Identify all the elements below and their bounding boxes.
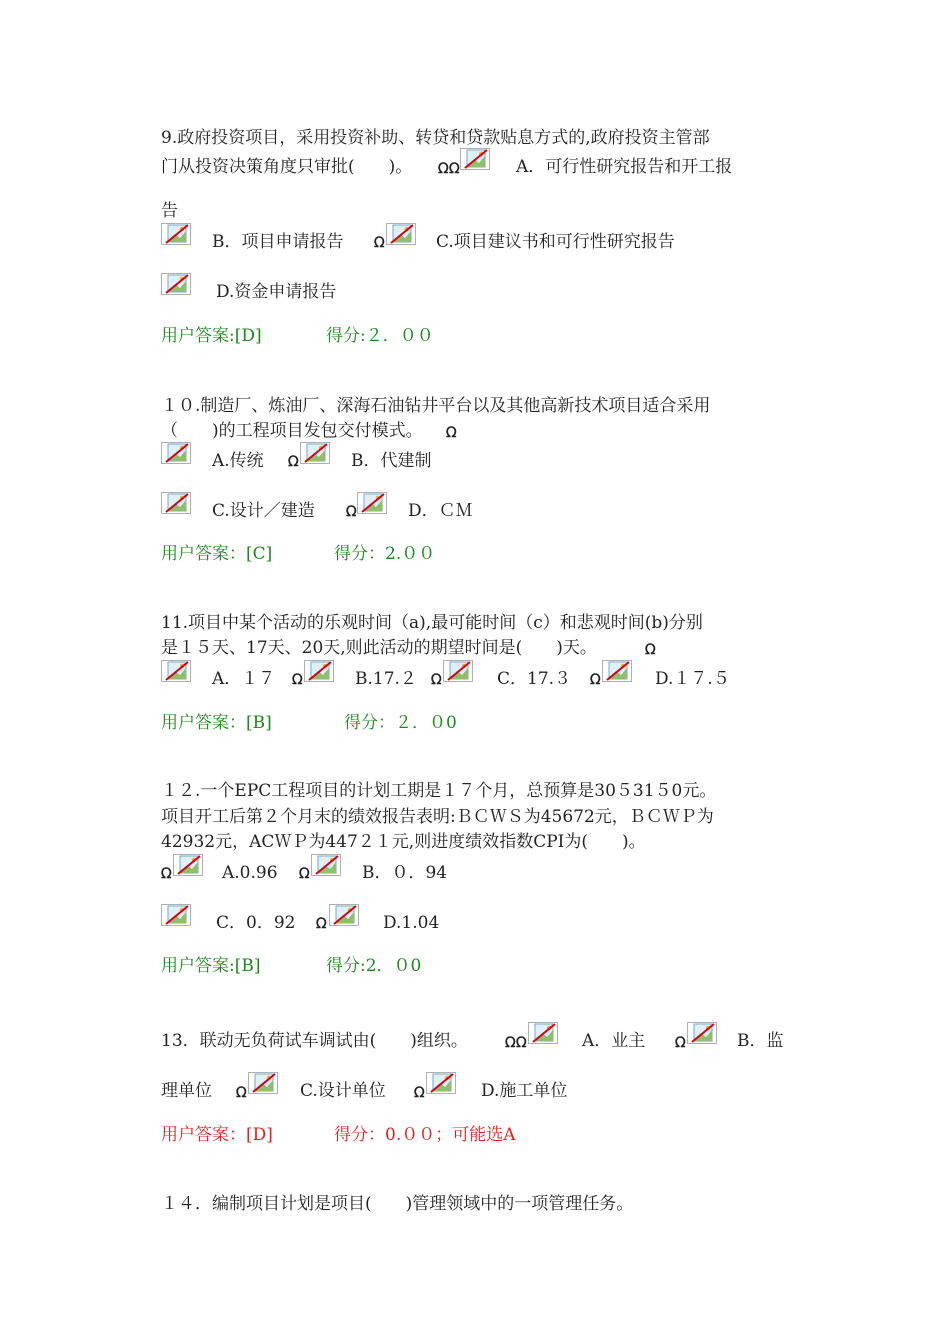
q11-score: 得分：２．０0 — [344, 713, 457, 733]
q10-option-c: C.设计／建造 — [212, 501, 315, 521]
q13-mark-2: ᘯ — [516, 1035, 527, 1051]
q11-mark-3: ᘯ — [431, 672, 442, 688]
q14-line1: １４．编制项目计划是项目( )管理领域中的一项管理任务。 — [161, 1194, 634, 1214]
q10-option-d: D．ＣＭ — [408, 501, 473, 521]
q13-broken-image-icon-2 — [687, 1022, 717, 1044]
q12-broken-image-icon-1 — [173, 854, 203, 876]
q12-option-b: B．０．94 — [362, 863, 448, 883]
q9-user-answer: 用户答案:[D] — [161, 326, 262, 346]
q10-broken-image-icon-2 — [300, 442, 330, 464]
q12-option-a: A.0.96 — [222, 863, 278, 883]
q11-broken-image-icon-4 — [602, 660, 632, 682]
q9-line2: 门从投资决策角度只审批( )。 — [161, 157, 413, 177]
q9-option-b: B．项目申请报告 — [212, 232, 344, 252]
q10-mark-1: ᘯ — [446, 425, 457, 441]
q11-mark-4: ᘯ — [590, 672, 601, 688]
q9-option-d: D.资金申请报告 — [216, 282, 337, 302]
q10-broken-image-icon-3 — [161, 492, 191, 514]
q9-mark-2: ᘯ — [449, 161, 460, 177]
q11-option-c: C．17.３ — [497, 669, 572, 689]
q13-mark-5: ᘯ — [414, 1085, 425, 1101]
q13-option-b-part1: B．监 — [737, 1031, 784, 1051]
q10-line1: １０.制造厂、炼油厂、深海石油钻井平台以及其他高新技术项目适合采用 — [161, 396, 711, 416]
q13-line1: 13．联动无负荷试车调试由( )组织。 — [161, 1031, 468, 1051]
q12-mark-2: ᘯ — [299, 866, 310, 882]
q10-score: 得分：2.００ — [334, 544, 436, 564]
q11-broken-image-icon-2 — [304, 660, 334, 682]
q12-broken-image-icon-4 — [329, 904, 359, 926]
q9-broken-image-icon-3 — [386, 223, 416, 245]
q9-score: 得分:２．００ — [326, 326, 434, 346]
q13-broken-image-icon-1 — [528, 1022, 558, 1044]
q13-option-c: C.设计单位 — [300, 1081, 386, 1101]
q12-mark-1: ᘯ — [161, 866, 172, 882]
q9-line1: 9.政府投资项目，采用投资补助、转贷和贷款贴息方式的,政府投资主管部 — [161, 128, 710, 148]
q11-mark-2: ᘯ — [292, 672, 303, 688]
q11-user-answer: 用户答案：[B] — [161, 713, 272, 733]
q9-broken-image-icon-4 — [161, 273, 191, 295]
q12-user-answer: 用户答案:[B] — [161, 956, 261, 976]
q12-broken-image-icon-2 — [311, 854, 341, 876]
q12-broken-image-icon-3 — [161, 904, 191, 926]
q13-option-d: D.施工单位 — [481, 1081, 568, 1101]
q10-broken-image-icon-1 — [161, 442, 191, 464]
q12-score: 得分:2．０0 — [326, 956, 422, 976]
q11-broken-image-icon-3 — [443, 660, 473, 682]
q11-option-a: A．１７ — [212, 669, 276, 689]
q11-broken-image-icon-1 — [161, 660, 191, 682]
q12-line1: １２.一个EPC工程项目的计划工期是１７个月，总预算是30５31５0元。 — [161, 781, 717, 801]
q10-mark-3: ᘯ — [346, 504, 357, 520]
q9-mark-1: ᘯ — [438, 161, 449, 177]
q9-line3: 告 — [161, 201, 178, 221]
q12-line2: 项目开工后第２个月末的绩效报告表明:ＢＣＷＳ为45672元，ＢＣＷＰ为 — [161, 807, 714, 827]
q11-line1: 11.项目中某个活动的乐观时间（a),最可能时间（c）和悲观时间(b)分别 — [161, 613, 703, 633]
q13-option-b-part2: 理单位 — [161, 1081, 212, 1101]
q11-option-d: D.１７.５ — [655, 669, 730, 689]
q13-score: 得分：0.００；可能选A — [334, 1125, 516, 1145]
q12-option-c: C．0．92 — [216, 913, 296, 933]
q13-mark-1: ᘯ — [505, 1035, 516, 1051]
q10-option-b: B．代建制 — [351, 451, 432, 471]
q12-line3: 42932元，ACＷＰ为447２１元,则进度绩效指数CPI为( )。 — [161, 832, 646, 852]
q13-broken-image-icon-3 — [248, 1072, 278, 1094]
q12-option-d: D.1.04 — [383, 913, 440, 933]
q10-option-a: A.传统 — [212, 451, 264, 471]
q10-line2: （ )的工程项目发包交付模式。 — [161, 421, 423, 441]
q11-option-b: B.17.２ — [355, 669, 417, 689]
q9-broken-image-icon-1 — [460, 148, 490, 170]
q12-mark-3: ᘯ — [316, 916, 327, 932]
q11-mark-1: ᘯ — [645, 642, 656, 658]
q10-user-answer: 用户答案：[C] — [161, 544, 273, 564]
q13-broken-image-icon-4 — [426, 1072, 456, 1094]
q9-broken-image-icon-2 — [161, 223, 191, 245]
q13-user-answer: 用户答案：[D] — [161, 1125, 273, 1145]
q9-option-a: A．可行性研究报告和开工报 — [516, 157, 733, 177]
q10-broken-image-icon-4 — [357, 492, 387, 514]
q9-option-c: C.项目建议书和可行性研究报告 — [436, 232, 675, 252]
q10-mark-2: ᘯ — [288, 454, 299, 470]
q11-line2: 是１５天、17天、20天,则此活动的期望时间是( )天。 — [161, 638, 597, 658]
q13-mark-3: ᘯ — [675, 1035, 686, 1051]
q9-mark-3: ᘯ — [374, 235, 385, 251]
q13-mark-4: ᘯ — [236, 1085, 247, 1101]
q13-option-a: A．业主 — [582, 1031, 646, 1051]
